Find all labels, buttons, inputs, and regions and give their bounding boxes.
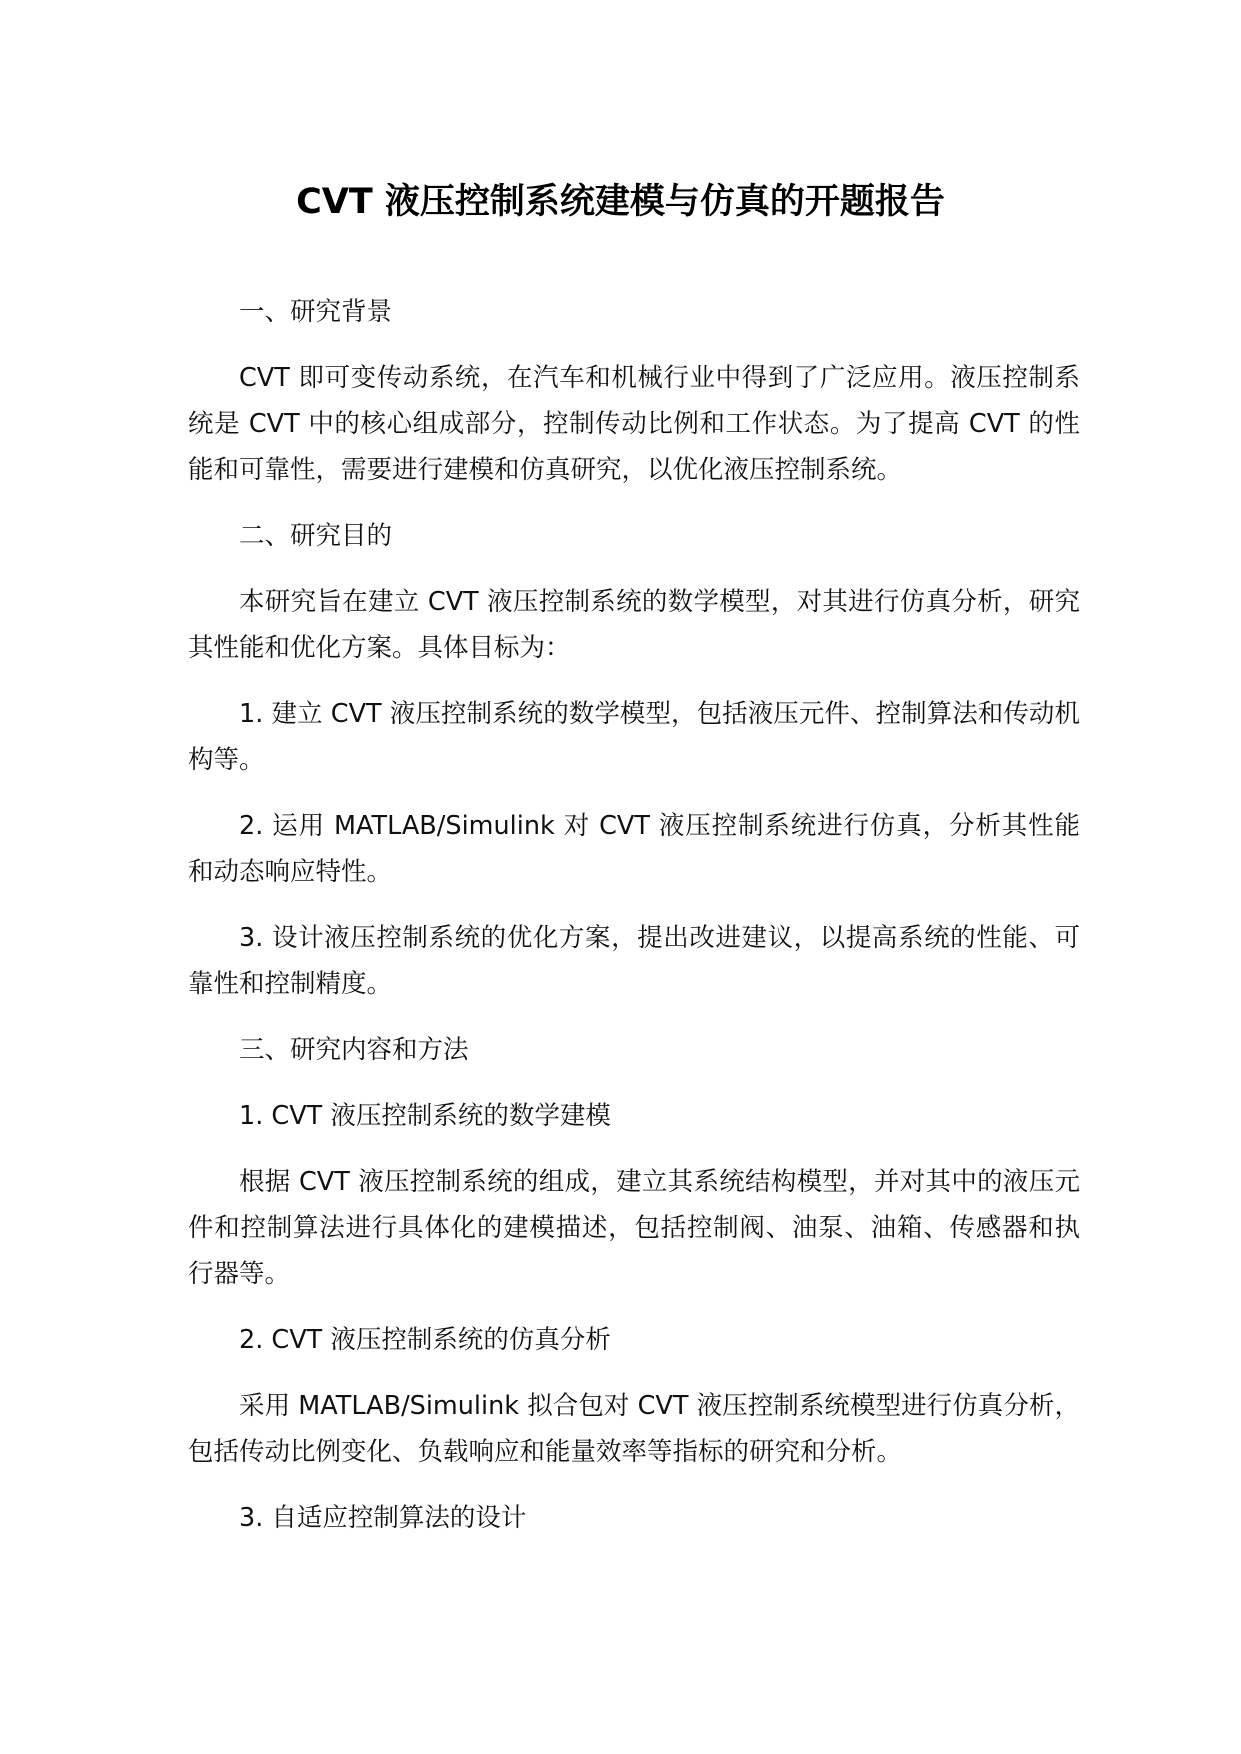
section-heading-purpose: 二、研究目的 <box>239 521 393 551</box>
subsection-heading-modeling: 1. CVT 液压控制系统的数学建模 <box>239 1101 611 1131</box>
subsection-heading-simulation: 2. CVT 液压控制系统的仿真分析 <box>239 1325 611 1355</box>
section-heading-methods: 三、研究内容和方法 <box>239 1035 469 1065</box>
goal-item-1: 1. 建立 CVT 液压控制系统的数学模型，包括液压元件、控制算法和传动机构等。 <box>188 699 1080 775</box>
goal-item-2: 2. 运用 MATLAB/Simulink 对 CVT 液压控制系统进行仿真，分析其性能和动态响应特性。 <box>188 811 1080 887</box>
section-heading-background: 一、研究背景 <box>239 297 393 327</box>
document-title: CVT 液压控制系统建模与仿真的开题报告 <box>296 182 945 222</box>
paragraph-simulation: 采用 MATLAB/Simulink 拟合包对 CVT 液压控制系统模型进行仿真分析，包括传动比例变化、负载响应和能量效率等指标的研究和分析。 <box>188 1391 1080 1467</box>
document-body <box>188 289 1080 1561</box>
goal-item-3: 3. 设计液压控制系统的优化方案，提出改进建议，以提高系统的性能、可靠性和控制精度。 <box>188 923 1080 999</box>
paragraph-background: CVT 即可变传动系统，在汽车和机械行业中得到了广泛应用。液压控制系统是 CVT 中的核心组成部分，控制传动比例和工作状态。为了提高 CVT 的性能和可靠性，需要进行建模和仿真研究，以优化液压控制系统。 <box>188 363 1080 485</box>
paragraph-modeling: 根据 CVT 液压控制系统的组成，建立其系统结构模型，并对其中的液压元件和控制算法进行具体化的建模描述，包括控制阀、油泵、油箱、传感器和执行器等。 <box>188 1167 1080 1289</box>
subsection-heading-adaptive-control: 3. 自适应控制算法的设计 <box>239 1503 527 1533</box>
paragraph-purpose: 本研究旨在建立 CVT 液压控制系统的数学模型，对其进行仿真分析，研究其性能和优化方案。具体目标为： <box>188 587 1080 663</box>
